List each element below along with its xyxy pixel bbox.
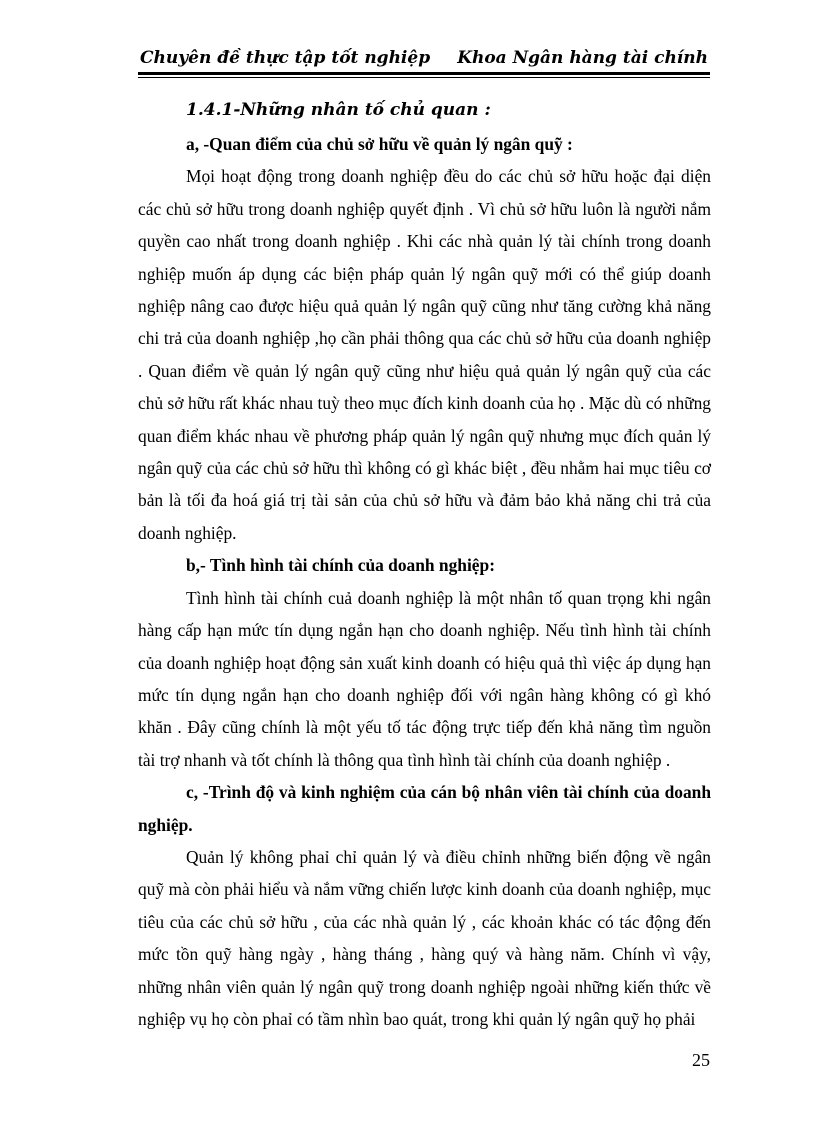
header-left-text: Chuyên đề thực tập tốt nghiệp — [140, 48, 431, 68]
paragraph-b: Tình hình tài chính cuả doanh nghiệp là một nhân tố quan trọng khi ngân hàng cấp hạn mức tín dụng ngắn hạn cho doanh nghiệp. Nếu tình hình tài chính của doanh nghiệp hoạt động sản xuất kinh doanh có hiệu quả thì việc áp dụng hạn mức tín dụng ngắn hạn cho doanh nghiệp đối với ngân hàng không có gì khó khăn . Đây cũng chính là một yếu tố tác động trực tiếp đến khả năng tìm nguồn tài trợ nhanh và tốt chính là thông qua tình hình tài chính của doanh nghiệp . — [138, 587, 711, 770]
header-rule-thick — [138, 72, 710, 75]
page-number: 25 — [692, 1050, 710, 1070]
page-header — [138, 48, 710, 72]
body-text — [138, 92, 711, 1035]
section-title: 1.4.1-Những nhân tố chủ quan : — [186, 100, 491, 120]
paragraph-a: Mọi hoạt động trong doanh nghiệp đều do các chủ sở hữu hoặc đại diện các chủ sở hữu trong doanh nghiệp quyết định . Vì chủ sở hữu luôn là người nắm quyền cao nhất trong doanh nghiệp . Khi các nhà quản lý tài chính trong doanh nghiệp muốn áp dụng các biện pháp quản lý ngân quỹ mới có thể giúp doanh nghiệp nâng cao được hiệu quả quản lý ngân quỹ cũng như tăng cường khả năng chi trả của doanh nghiệp ,họ cần phải thông qua các chủ sở hữu của doanh nghiệp . Quan điểm về quản lý ngân quỹ cũng như hiệu quả quản lý ngân quỹ của các chủ sở hữu rất khác nhau tuỳ theo mục đích kinh doanh của họ . Mặc dù có những quan điểm khác nhau về phương pháp quản lý ngân quỹ nhưng mục đích quản lý ngân quỹ của các chủ sở hữu thì không có gì khác biệt , đều nhằm hai mục tiêu cơ bản là tối đa hoá giá trị tài sản của chủ sở hữu và đảm bảo khả năng chi trả của doanh nghiệp. — [138, 166, 711, 543]
paragraph-c: Quản lý không phaỉ chỉ quản lý và điều chỉnh những biến động về ngân quỹ mà còn phải hiểu và nắm vững chiến lược kinh doanh của doanh nghiệp, mục tiêu của các chủ sở hữu , của các nhà quản lý , các khoản khác có tác động đến mức tồn quỹ hàng ngày , hàng tháng , hàng quý và hàng năm. Chính vì vậy, những nhân viên quản lý ngân quỹ trong doanh nghiệp ngoài những kiến thức về nghiệp vụ họ còn phaỉ có tầm nhìn bao quát, trong khi quản lý ngân quỹ họ phải — [138, 846, 711, 1029]
header-right-text: Khoa Ngân hàng tài chính — [457, 48, 708, 68]
heading-c: c, -Trình độ và kinh nghiệm của cán bộ nhân viên tài chính của doanh nghiệp. — [138, 782, 711, 835]
header-rule-thin — [138, 77, 710, 78]
heading-b: b,- Tình hình tài chính của doanh nghiệp: — [186, 555, 495, 576]
heading-a: a, -Quan điểm của chủ sở hữu về quản lý ngân quỹ : — [186, 134, 573, 154]
